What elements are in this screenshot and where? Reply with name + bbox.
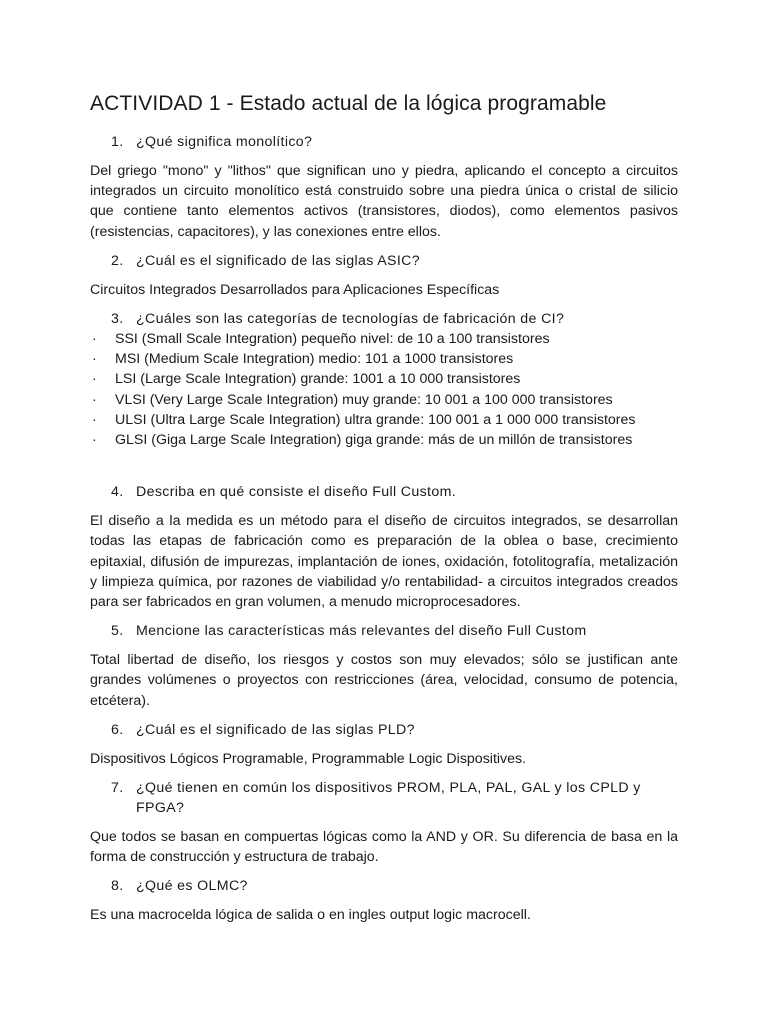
question-number: 5.	[111, 623, 124, 640]
question-7	[90, 778, 678, 818]
question-text: ¿Cuál es el significado de las siglas PLD?	[136, 721, 415, 738]
document-page	[90, 90, 678, 935]
question-2	[90, 251, 678, 271]
list-item-text: LSI (Large Scale Integration) grande: 1001 a 10 000 transistores	[115, 371, 521, 388]
answer-6: Dispositivos Lógicos Programable, Programmable Logic Dispositives.	[90, 750, 527, 767]
question-text: ¿Qué tienen en común los dispositivos PROM, PLA, PAL, GAL y los CPLD y FPGA?	[136, 780, 641, 817]
answer-2: Circuitos Integrados Desarrollados para Aplicaciones Específicas	[90, 281, 500, 298]
list-item-text: GLSI (Giga Large Scale Integration) giga grande: más de un millón de transistores	[115, 432, 633, 449]
question-5	[90, 621, 678, 641]
question-number: 3.	[111, 311, 124, 328]
question-text: ¿Qué significa monolítico?	[136, 134, 313, 150]
list-item	[90, 349, 678, 369]
list-item	[90, 390, 678, 410]
answer-7: Que todos se basan en compuertas lógicas como la AND y OR. Su diferencia de basa en la forma de construcción y estructura de trabajo.	[90, 829, 678, 866]
question-number: 1.	[111, 134, 124, 150]
bullet-icon: ·	[92, 391, 97, 408]
question-6	[90, 720, 678, 740]
list-item	[90, 410, 678, 430]
answer-8: Es una macrocelda lógica de salida o en ingles output logic macrocell.	[90, 907, 531, 924]
question-text: ¿Cuáles son las categorías de tecnologías de fabricación de CI?	[136, 311, 565, 328]
answer-5: Total libertad de diseño, los riesgos y costos son muy elevados; sólo se justifican ante grandes volúmenes o proyectos con restricciones (área, velocidad, consumo de potencia, etcétera).	[90, 652, 678, 709]
bullet-icon: ·	[92, 351, 97, 368]
answer-4: El diseño a la medida es un método para el diseño de circuitos integrados, se desarrollan todas las etapas de fabricación como es preparación de la oblea o base, crecimiento epitaxial, difusión de impurezas, implantación de iones, oxidación, fotolitografía, metalización y limpieza química, por razones de viabilidad y/o rentabilidad- a circuitos integrados creados para ser fabricados en gran volumen, a menudo microprocesadores.	[90, 513, 678, 611]
list-item-text: VLSI (Very Large Scale Integration) muy grande: 10 001 a 100 000 transistores	[115, 391, 613, 408]
question-text: ¿Qué es OLMC?	[136, 878, 248, 895]
question-text: Mencione las características más relevantes del diseño Full Custom	[136, 623, 587, 640]
page-title: ACTIVIDAD 1 - Estado actual de la lógica programable	[90, 92, 607, 115]
list-item	[90, 329, 678, 349]
answer-1: Del griego "mono" y "lithos" que significan uno y piedra, aplicando el concepto a circuitos integrados un circuito monolítico está construido sobre una piedra única o cristal de silicio que contiene tanto elementos activos (transistores, diodos), como elementos pasivos (resistencias, capacitores), y las conexiones entre ellos.	[90, 163, 678, 240]
list-item-text: ULSI (Ultra Large Scale Integration) ultra grande: 100 001 a 1 000 000 transistores	[115, 411, 636, 428]
question-8	[90, 876, 678, 896]
list-item	[90, 369, 678, 389]
question-number: 6.	[111, 721, 124, 738]
question-number: 2.	[111, 252, 124, 269]
list-item	[90, 430, 678, 450]
question-number: 8.	[111, 878, 124, 895]
spacer	[90, 450, 678, 482]
question-number: 4.	[111, 484, 124, 501]
question-text: Describa en qué consiste el diseño Full Custom.	[136, 484, 457, 501]
question-3	[90, 309, 678, 329]
fabrication-categories-list	[90, 329, 678, 450]
question-number: 7.	[111, 780, 124, 797]
bullet-icon: ·	[92, 331, 97, 348]
question-text: ¿Cuál es el significado de las siglas ASIC?	[136, 252, 420, 269]
bullet-icon: ·	[92, 411, 97, 428]
list-item-text: SSI (Small Scale Integration) pequeño nivel: de 10 a 100 transistores	[115, 331, 550, 348]
question-1	[90, 132, 678, 152]
bullet-icon: ·	[92, 371, 97, 388]
list-item-text: MSI (Medium Scale Integration) medio: 101 a 1000 transistores	[115, 351, 514, 368]
bullet-icon: ·	[92, 432, 97, 449]
question-4	[90, 482, 678, 502]
